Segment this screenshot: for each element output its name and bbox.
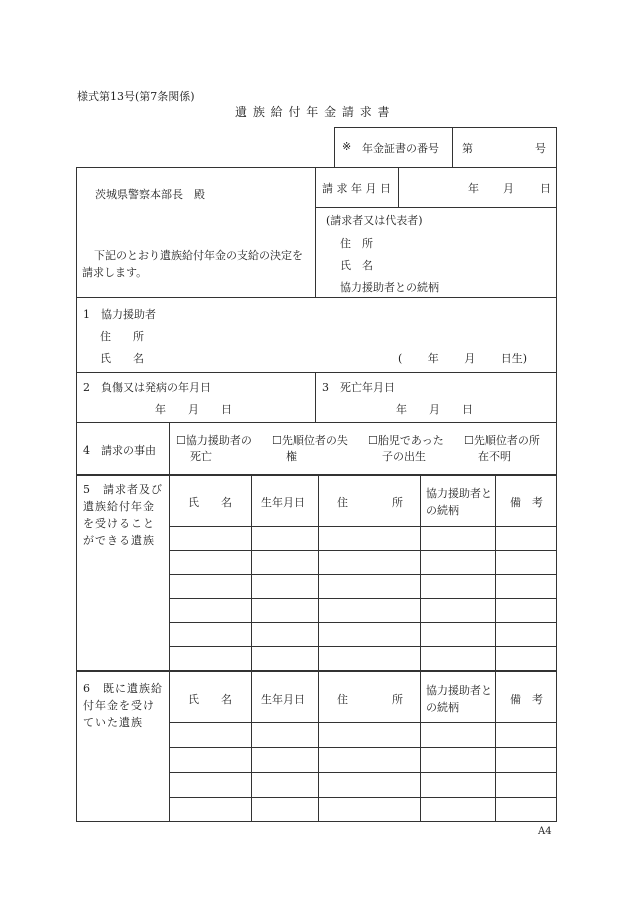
table-row	[169, 747, 557, 748]
certificate-mark: ※	[342, 140, 352, 153]
reason-option-line1: ☐先順位者の所	[464, 434, 540, 447]
section2-title: 2 負傷又は発病の年月日	[83, 381, 211, 394]
form-title: 遺 族 給 付 年 金 請 求 書	[235, 105, 391, 119]
s5-header-relation: 協力援助者との続柄	[426, 487, 492, 517]
reason-option-line2: 在不明	[478, 450, 511, 463]
section3-title: 3 死亡年月日	[322, 381, 395, 394]
section1-address: 住 所	[100, 330, 144, 343]
paper-size: A4	[538, 826, 552, 837]
s6-header-relation: 協力援助者との続柄	[426, 684, 492, 714]
table-row	[169, 550, 557, 551]
s6-header-address: 住 所	[337, 693, 403, 706]
reason-option-line1: ☐先順位者の失	[272, 434, 348, 447]
s6-header-remarks: 備 考	[510, 693, 543, 706]
s6-header-birthdate: 生年月日	[261, 693, 305, 706]
certificate-label: 年金証書の番号	[362, 142, 439, 155]
form-number: 様式第13号(第7条関係)	[77, 90, 195, 103]
addressee: 茨城県警察本部長 殿	[95, 188, 205, 201]
section3-date: 年 月 日	[396, 403, 473, 416]
s5-header-remarks: 備 考	[510, 496, 543, 509]
table-row	[169, 797, 557, 798]
reason-option-loss-of-right[interactable]	[272, 433, 348, 465]
request-date-day: 日	[540, 182, 551, 195]
reason-option-fetus-birth[interactable]	[368, 433, 444, 465]
section1-title: 1 協力援助者	[83, 308, 156, 321]
s5-header-address: 住 所	[337, 496, 403, 509]
table-row	[169, 526, 557, 527]
reason-option-line1: ☐協力援助者の	[176, 434, 252, 447]
s5-header-birthdate: 生年月日	[261, 496, 305, 509]
section2-date: 年 月 日	[155, 403, 232, 416]
certificate-dai: 第	[462, 142, 473, 155]
reason-option-line2: 死亡	[190, 450, 212, 463]
section1-name: 氏 名	[100, 352, 144, 365]
s5-header-name: 氏 名	[188, 496, 232, 509]
certificate-go: 号	[535, 142, 546, 155]
reason-option-line2: 権	[286, 450, 297, 463]
reason-option-line1: ☐胎児であった	[368, 434, 444, 447]
claimant-address: 住 所	[340, 237, 373, 250]
request-date-month: 月	[503, 182, 514, 195]
table-row	[169, 722, 557, 723]
section1-birth: ( 年 月 日生)	[398, 352, 528, 365]
request-date-year: 年	[468, 182, 479, 195]
claimant-name: 氏 名	[340, 259, 373, 272]
reason-option-line2: 子の出生	[382, 450, 426, 463]
table-row	[169, 646, 557, 647]
s6-header-name: 氏 名	[188, 693, 232, 706]
section5-label: 5 請求者及び遺族給付年金を受けることができる遺族	[83, 483, 163, 547]
request-date-label: 請 求 年 月 日	[322, 182, 391, 195]
section4-label: 4 請求の事由	[83, 444, 156, 457]
claimant-relation: 協力援助者との続柄	[340, 281, 439, 294]
request-statement: 下記のとおり遺族給付年金の支給の決定を請求します。	[82, 249, 303, 279]
section6-label: 6 既に遺族給付年金を受けていた遺族	[83, 682, 163, 729]
table-row	[169, 622, 557, 623]
reason-option-death[interactable]	[176, 433, 252, 465]
reason-option-unknown-whereabouts[interactable]	[464, 433, 540, 465]
table-row	[169, 598, 557, 599]
table-row	[169, 772, 557, 773]
claimant-header: (請求者又は代表者)	[326, 214, 423, 227]
table-row	[169, 574, 557, 575]
